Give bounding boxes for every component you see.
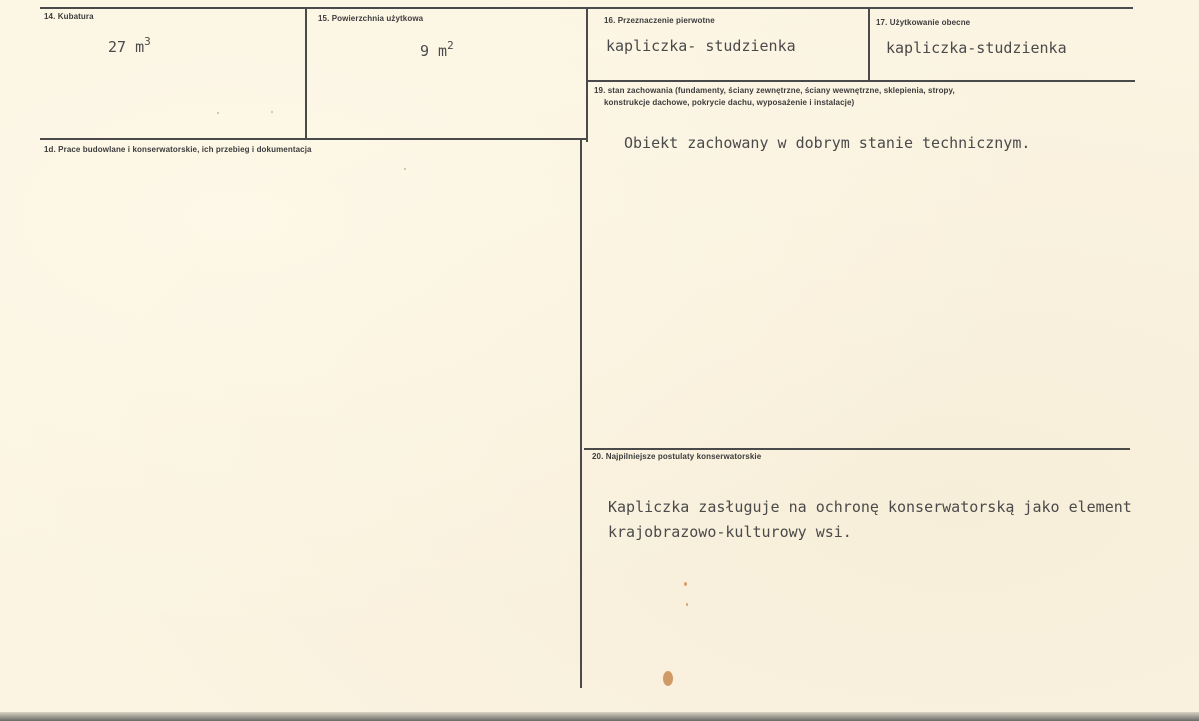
paper-speck	[271, 111, 273, 113]
paper-speck	[217, 112, 219, 114]
col-divider-main	[586, 7, 588, 142]
kubatura-exponent: 3	[144, 35, 151, 48]
kubatura-value	[108, 35, 151, 56]
kubatura-number: 27 m	[108, 38, 145, 56]
powierzchnia-number: 9 m	[420, 42, 448, 60]
paper-speck	[686, 603, 688, 606]
przeznaczenie-value: kapliczka- studzienka	[606, 37, 796, 55]
postulaty-label: 20. Najpilniejsze postulaty konserwatorskie	[592, 452, 762, 461]
postulaty-value-line1: Kapliczka zasługuje na ochronę konserwatorską jako element	[608, 498, 1132, 516]
row1-divider-right	[588, 80, 1135, 82]
powierzchnia-label: 15. Powierzchnia użytkowa	[318, 14, 424, 23]
stan-label-line1: 19. stan zachowania (fundamenty, ściany zewnętrzne, ściany wewnętrzne, sklepienia, stropy,	[594, 86, 955, 95]
col-divider-main-lower	[580, 140, 582, 688]
postulaty-value-line2: krajobrazowo-kulturowy wsi.	[608, 523, 852, 541]
uzytkowanie-label: 17. Użytkowanie obecne	[876, 18, 971, 27]
kubatura-label: 14. Kubatura	[44, 12, 94, 21]
scan-edge	[0, 712, 1199, 721]
col-divider-1	[305, 7, 307, 140]
paper-stain	[663, 671, 673, 686]
row3-divider-right	[584, 448, 1130, 450]
przeznaczenie-label: 16. Przeznaczenie pierwotne	[604, 16, 715, 25]
prace-label: 1d. Prace budowlane i konserwatorskie, ich przebieg i dokumentacja	[44, 145, 312, 154]
col-divider-3	[868, 7, 870, 81]
row2-divider-left	[40, 138, 588, 140]
powierzchnia-value	[420, 39, 454, 60]
paper-speck	[684, 582, 687, 586]
paper-speck	[404, 168, 406, 170]
stan-value: Obiekt zachowany w dobrym stanie technicznym.	[624, 134, 1031, 152]
powierzchnia-exponent: 2	[447, 39, 454, 52]
uzytkowanie-value: kapliczka-studzienka	[886, 39, 1067, 57]
stan-label-line2: konstrukcje dachowe, pokrycie dachu, wyposażenie i instalacje)	[604, 98, 855, 107]
